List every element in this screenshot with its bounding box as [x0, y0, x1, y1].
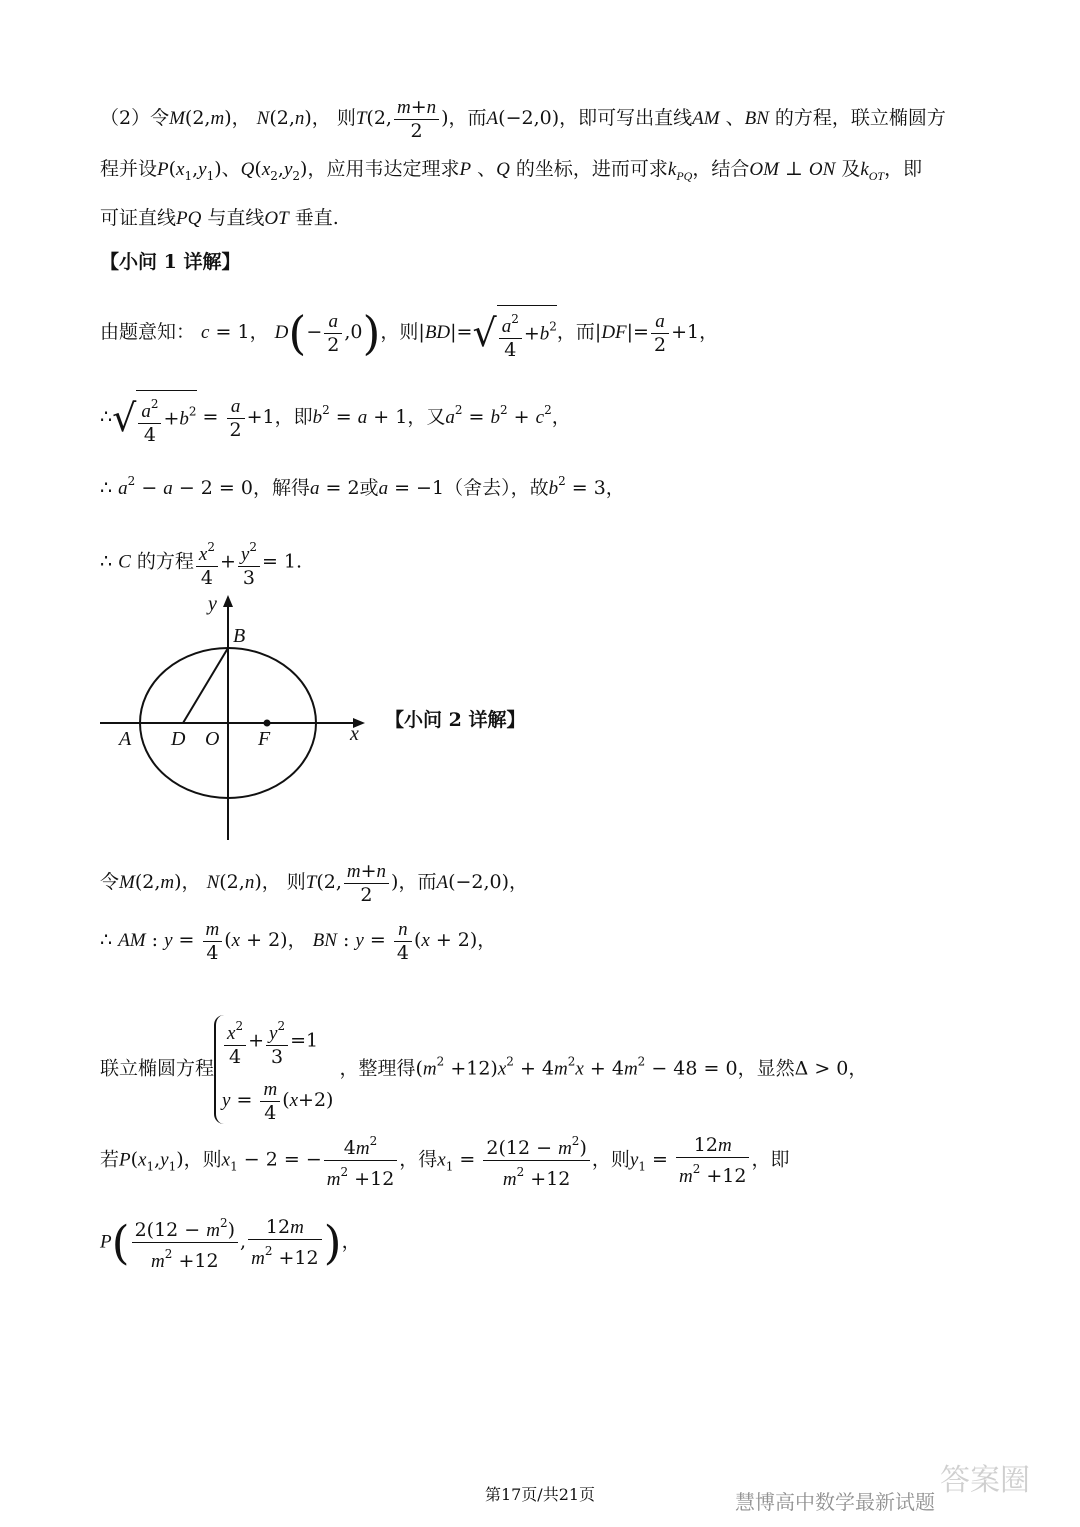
point-a-label: A — [119, 728, 132, 750]
intro-line-3: 可证直线PQ 与直线OT 垂直. — [100, 207, 339, 229]
y-axis-label: y — [208, 593, 217, 615]
part1-line-1: 由题意知： c = 1， D(− $\frac{a}{2}$ ,0)，则|BD|=√ $\frac{a^2}{4}$ $+b^2$，而|DF|= $\frac{a}{2}$ +1， — [100, 306, 719, 361]
page-footer: 第17页/共21页 — [484, 1485, 596, 1504]
watermark: 答案圈 — [940, 1463, 1030, 1498]
point-d-label: D — [171, 728, 186, 750]
section2-title: 【小问 2 详解】 — [385, 709, 526, 731]
part2-line-3: 联立椭圆方程 $\frac{x^2}{4}$ + $\frac{y^2}{3}$ =1 y = $\frac{m}{4}$ (x+2) ，整理得$(m^2 +12)x^2 + 4m^2x + 4m^2 - 48 = 0$，显然Δ > 0， — [100, 1015, 867, 1124]
part1-line-3: ∴ $a^2 - a - 2 = 0$，解得a = 2或a = −1（舍去），故$b^2 = 3$， — [100, 474, 625, 499]
part2-line-2: ∴ AM : y = $\frac{m}{4}$ (x + 2)， BN : y = $\frac{n}{4}$ (x + 2)， — [100, 919, 497, 964]
ellipse-figure — [95, 590, 375, 845]
part2-line-4: 若$P(x_1,y_1)$，则$x_1 - 2$ = − $\frac{4m^2}{m^2 +12}$ ，得$x_1$ = $\frac{2(12 - m^2)}{m^2 +12}$ ，则$y_1$ = $\frac{12m}{m^2 +12}$ ，即 — [100, 1130, 789, 1191]
intro-line-2: 程并设$P(x_1,y_1)$、$Q(x_2,y_2)$，应用韦达定理求P 、Q 的坐标，进而可求$k_{PQ}$，结合OM ⊥ ON 及$k_{OT}$，即 — [100, 158, 923, 183]
intro-line-1: （2）令M(2,m)， N(2,n)， 则T(2, $\frac{m+n}{2}$ )，而A(−2,0)，即可写出直线AM 、BN 的方程，联立椭圆方 — [100, 96, 946, 142]
point-b-label: B — [233, 625, 246, 647]
watermark-wechat: 慧博高中数学最新试题 — [735, 1490, 935, 1514]
part1-line-2: ∴√ $\frac{a^2}{4}$ $+b^2$ = $\frac{a}{2}$ +1，即$b^2 = a + 1$，又$a^2 = b^2 + c^2$， — [100, 390, 571, 446]
part1-line-4: ∴ C 的方程 $\frac{x^2}{4}$ + $\frac{y^2}{3}$ = 1. — [100, 536, 302, 589]
point-f-label: F — [258, 728, 271, 750]
part2-line-5: P( $\frac{2(12 - m^2)}{m^2 +12}$ , $\frac{12m}{m^2 +12}$ )， — [100, 1212, 361, 1273]
part2-line-1: 令M(2,m)， N(2,n)， 则T(2, $\frac{m+n}{2}$ )，而A(−2,0)， — [100, 860, 529, 906]
point-o-label: O — [205, 728, 220, 750]
x-axis-label: x — [350, 723, 359, 745]
section1-title: 【小问 1 详解】 — [100, 251, 241, 273]
